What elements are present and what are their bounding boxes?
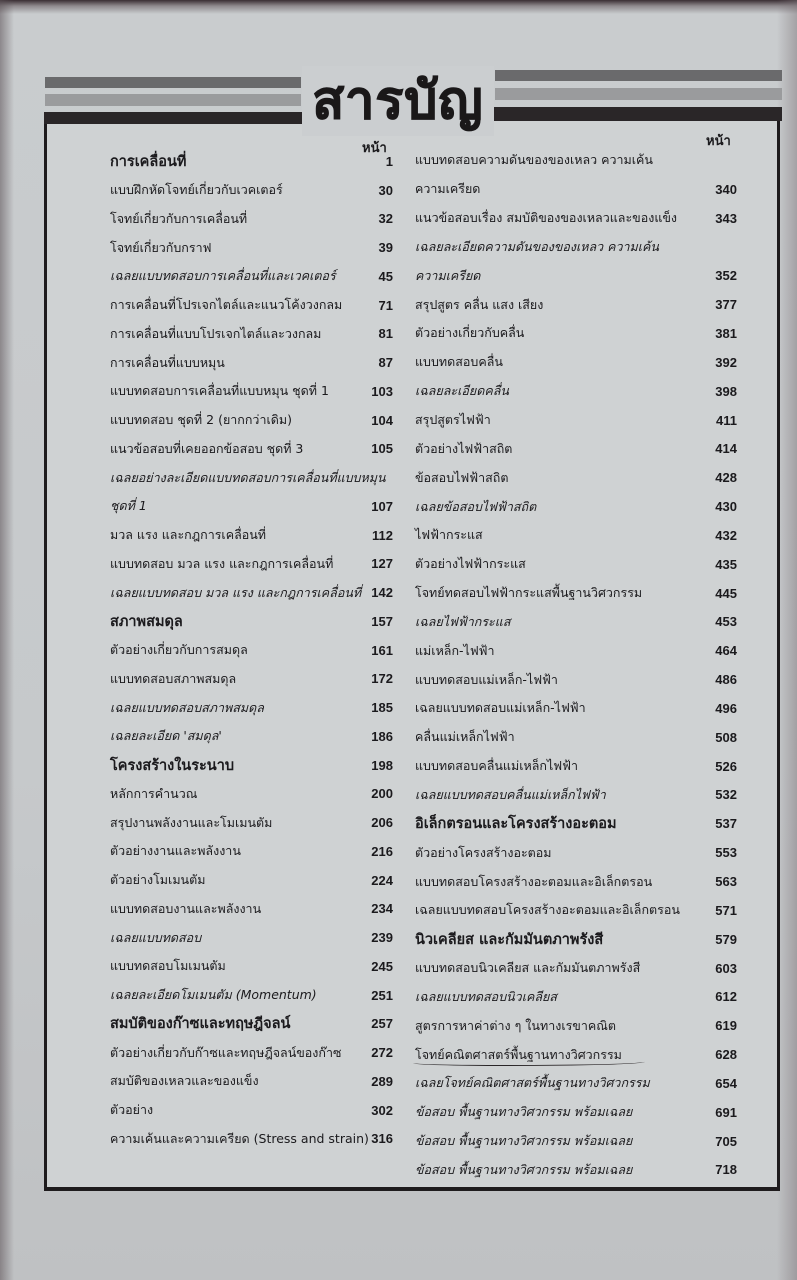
toc-entry-page-number: 186 bbox=[371, 728, 393, 744]
toc-entry-page-number: 71 bbox=[378, 297, 393, 313]
toc-entry-page-number: 654 bbox=[715, 1075, 737, 1091]
toc-entry bbox=[110, 866, 393, 895]
toc-entry bbox=[415, 463, 737, 492]
toc-entry bbox=[415, 377, 737, 406]
toc-entry bbox=[110, 837, 393, 866]
toc-entry-page-number: 486 bbox=[715, 672, 737, 688]
header-stripe-right-3 bbox=[494, 107, 782, 121]
toc-entry-page-number: 161 bbox=[371, 642, 393, 658]
right-page-header: หน้า bbox=[706, 134, 731, 149]
toc-entry-title: ข้อสอบ พื้นฐานทางวิศวกรรม พร้อมเฉลย bbox=[415, 1104, 633, 1120]
toc-entry bbox=[415, 1098, 737, 1127]
toc-entry-title: เฉลยแบบทดสอบนิวเคลียส bbox=[415, 988, 557, 1004]
paper-edge-left bbox=[0, 0, 14, 1280]
toc-entry bbox=[415, 550, 737, 579]
toc-entry-title: การเคลื่อนที่ bbox=[110, 153, 187, 170]
toc-entry-title: การเคลื่อนที่แบบโปรเจกไตล์และวงกลม bbox=[110, 325, 322, 341]
header-stripe-right-2 bbox=[495, 88, 782, 100]
toc-entry-title: ตัวอย่างไฟฟ้ากระแส bbox=[415, 556, 526, 572]
toc-entry bbox=[110, 377, 393, 406]
toc-entry-page-number: 453 bbox=[715, 614, 737, 630]
toc-entry-page-number: 112 bbox=[372, 527, 393, 543]
toc-entry bbox=[415, 579, 737, 608]
toc-entry-title: อิเล็กตรอนและโครงสร้างอะตอม bbox=[415, 816, 617, 833]
toc-entry-title: แบบทดสอบ มวล แรง และกฎการเคลื่อนที่ bbox=[110, 555, 334, 571]
toc-entry bbox=[415, 233, 737, 262]
toc-entry-page-number: 705 bbox=[715, 1133, 737, 1149]
toc-entry-page-number: 200 bbox=[371, 786, 393, 802]
toc-entry-page-number: 198 bbox=[371, 757, 393, 773]
toc-entry-page-number: 411 bbox=[716, 412, 737, 428]
toc-entry-title: หลักการคำนวณ bbox=[110, 785, 198, 801]
toc-entry-title: แบบทดสอบโมเมนตัม bbox=[110, 958, 226, 974]
toc-entry-page-number: 272 bbox=[371, 1045, 393, 1061]
toc-entry bbox=[110, 895, 393, 924]
toc-entry-title: เฉลยข้อสอบไฟฟ้าสถิต bbox=[415, 498, 537, 514]
toc-entry-title: เฉลยแบบทดสอบสภาพสมดุล bbox=[110, 699, 264, 715]
toc-entry-title: แบบทดสอบสภาพสมดุล bbox=[110, 670, 237, 686]
toc-entry-title: แนวข้อสอบที่เคยออกข้อสอบ ชุดที่ 3 bbox=[110, 440, 304, 456]
handwritten-underline bbox=[413, 1059, 645, 1066]
toc-entry-title: สภาพสมดุล bbox=[110, 613, 183, 630]
toc-entry-title: ไฟฟ้ากระแส bbox=[415, 527, 483, 543]
toc-entry bbox=[415, 954, 737, 983]
toc-entry-page-number: 414 bbox=[715, 441, 737, 457]
toc-entry-page-number: 579 bbox=[715, 931, 737, 947]
toc-entry-title: แนวข้อสอบเรื่อง สมบัติของของเหลวและของแข็ง bbox=[415, 210, 678, 226]
toc-entry bbox=[110, 406, 393, 435]
toc-entry-title: แบบทดสอบแม่เหล็ก-ไฟฟ้า bbox=[415, 671, 558, 687]
toc-entry-title: เฉลยไฟฟ้ากระแส bbox=[415, 613, 511, 629]
toc-entry-page-number: 526 bbox=[715, 758, 737, 774]
toc-entry-page-number: 257 bbox=[371, 1016, 393, 1032]
toc-entry-title: สมบัติของเหลวและของแข็ง bbox=[110, 1073, 259, 1089]
toc-entry bbox=[415, 348, 737, 377]
toc-entry-title: โจทย์เกี่ยวกับกราฟ bbox=[110, 239, 212, 255]
toc-entry-title: สรุปสูตรไฟฟ้า bbox=[415, 412, 491, 428]
toc-entry-page-number: 81 bbox=[378, 326, 393, 342]
header-stripe-left-1 bbox=[45, 77, 301, 88]
toc-entry bbox=[110, 348, 393, 377]
toc-entry bbox=[415, 204, 737, 233]
toc-entry bbox=[415, 1069, 737, 1098]
toc-entry-title: เฉลยแบบทดสอบการเคลื่อนที่และเวคเตอร์ bbox=[110, 268, 336, 284]
toc-entry-page-number: 428 bbox=[715, 470, 737, 486]
toc-entry-title: ตัวอย่างเกี่ยวกับก๊าซและทฤษฎีจลน์ของก๊าซ bbox=[110, 1044, 342, 1060]
toc-entry-title: โจทย์เกี่ยวกับการเคลื่อนที่ bbox=[110, 210, 248, 226]
toc-entry-title: สรุปงานพลังงานและโมเมนตัม bbox=[110, 814, 273, 830]
toc-entry bbox=[110, 205, 393, 234]
toc-entry bbox=[110, 578, 393, 607]
toc-entry-page-number: 603 bbox=[715, 960, 737, 976]
toc-entry bbox=[110, 1067, 393, 1096]
toc-entry-page-number: 107 bbox=[371, 498, 393, 514]
toc-entry-page-number: 563 bbox=[715, 874, 737, 890]
toc-right-column bbox=[415, 146, 737, 1184]
header-stripe-right-1 bbox=[495, 70, 782, 81]
toc-entry-title: ข้อสอบ พื้นฐานทางวิศวกรรม พร้อมเฉลย bbox=[415, 1133, 633, 1149]
toc-entry-title: แบบทดสอบ ชุดที่ 2 (ยากกว่าเดิม) bbox=[110, 412, 292, 428]
toc-entry-title: แบบทดสอบความดันของของเหลว ความเค้น bbox=[415, 152, 653, 168]
toc-entry-title: ตัวอย่าง bbox=[110, 1102, 154, 1118]
toc-entry-page-number: 628 bbox=[715, 1047, 737, 1063]
toc-entry-page-number: 316 bbox=[371, 1131, 393, 1147]
toc-entry bbox=[110, 463, 393, 492]
toc-entry-title: ตัวอย่างโครงสร้างอะตอม bbox=[415, 844, 552, 860]
toc-entry-title: โครงสร้างในระนาบ bbox=[110, 757, 235, 774]
toc-entry bbox=[415, 694, 737, 723]
toc-entry-page-number: 172 bbox=[371, 671, 393, 687]
toc-entry bbox=[110, 1125, 393, 1154]
toc-entry-page-number: 1 bbox=[385, 153, 393, 169]
toc-entry bbox=[415, 723, 737, 752]
toc-entry-title: เฉลยละเอียดความดันของของเหลว ความเค้น bbox=[415, 238, 659, 254]
toc-entry-page-number: 508 bbox=[715, 729, 737, 745]
toc-entry-title: ข้อสอบไฟฟ้าสถิต bbox=[415, 469, 509, 485]
toc-entry-title: ชุดที่ 1 bbox=[110, 498, 147, 514]
toc-entry-page-number: 289 bbox=[371, 1073, 393, 1089]
toc-entry-page-number: 496 bbox=[715, 700, 737, 716]
toc-entry-page-number: 381 bbox=[715, 325, 737, 341]
toc-entry-title: ตัวอย่างไฟฟ้าสถิต bbox=[415, 440, 513, 456]
toc-entry-page-number: 185 bbox=[371, 700, 393, 716]
toc-entry bbox=[415, 665, 737, 694]
toc-entry-page-number: 104 bbox=[371, 412, 393, 428]
toc-entry-page-number: 343 bbox=[715, 210, 737, 226]
toc-entry-title: การเคลื่อนที่โปรเจกไตล์และแนวโค้งวงกลม bbox=[110, 297, 343, 313]
toc-entry bbox=[415, 838, 737, 867]
toc-entry bbox=[110, 1010, 393, 1039]
toc-entry-page-number: 430 bbox=[715, 499, 737, 515]
toc-entry-title: สมบัติของก๊าซและทฤษฎีจลน์ bbox=[110, 1016, 291, 1033]
toc-entry-page-number: 571 bbox=[715, 902, 737, 918]
toc-entry-title: แบบทดสอบการเคลื่อนที่แบบหมุน ชุดที่ 1 bbox=[110, 383, 329, 399]
toc-entry bbox=[415, 781, 737, 810]
toc-entry-title: เฉลยโจทย์คณิตศาสตร์พื้นฐานทางวิศวกรรม bbox=[415, 1075, 650, 1091]
toc-entry-title: แบบทดสอบนิวเคลียส และกัมมันตภาพรังสี bbox=[415, 960, 641, 976]
toc-entry bbox=[110, 780, 393, 809]
toc-entry-title: คลื่นแม่เหล็กไฟฟ้า bbox=[415, 729, 515, 745]
toc-entry-page-number: 691 bbox=[715, 1104, 737, 1120]
toc-entry-page-number: 45 bbox=[378, 268, 393, 284]
toc-entry bbox=[110, 665, 393, 694]
toc-entry-title: โจทย์ทดสอบไฟฟ้ากระแสพื้นฐานวิศวกรรม bbox=[415, 585, 643, 601]
toc-entry-page-number: 105 bbox=[371, 441, 393, 457]
toc-entry-page-number: 392 bbox=[715, 354, 737, 370]
toc-entry bbox=[110, 320, 393, 349]
toc-entry bbox=[415, 1040, 737, 1069]
toc-entry-title: โจทย์คณิตศาสตร์พื้นฐานทางวิศวกรรม bbox=[415, 1046, 622, 1062]
toc-entry bbox=[415, 896, 737, 925]
toc-entry-title: เฉลยละเอียดโมเมนตัม (Momentum) bbox=[110, 987, 317, 1003]
paper-edge-right bbox=[777, 0, 797, 1280]
toc-entry-page-number: 142 bbox=[371, 585, 393, 601]
toc-entry-page-number: 537 bbox=[715, 816, 737, 832]
toc-entry bbox=[110, 952, 393, 981]
toc-entry bbox=[110, 262, 393, 291]
toc-entry-title: นิวเคลียส และกัมมันตภาพรังสี bbox=[415, 931, 604, 948]
toc-entry bbox=[415, 434, 737, 463]
toc-entry bbox=[415, 319, 737, 348]
toc-entry bbox=[110, 233, 393, 262]
toc-entry bbox=[415, 406, 737, 435]
left-page-header: หน้า bbox=[362, 141, 387, 156]
toc-entry bbox=[415, 982, 737, 1011]
toc-entry-page-number: 532 bbox=[715, 787, 737, 803]
toc-entry-title: ตัวอย่างเกี่ยวกับคลื่น bbox=[415, 325, 525, 341]
toc-left-column bbox=[110, 147, 393, 1153]
toc-entry-title: ตัวอย่างเกี่ยวกับการสมดุล bbox=[110, 642, 248, 658]
toc-entry bbox=[110, 722, 393, 751]
toc-entry bbox=[110, 435, 393, 464]
toc-entry-title: ความเค้นและความเครียด (Stress and strain) bbox=[110, 1130, 369, 1146]
toc-entry-page-number: 87 bbox=[378, 355, 393, 371]
toc-entry-title: เฉลยละเอียด 'สมดุล' bbox=[110, 728, 222, 744]
toc-entry bbox=[110, 981, 393, 1010]
toc-entry bbox=[415, 809, 737, 838]
toc-entry-page-number: 30 bbox=[378, 182, 393, 198]
toc-entry-title: เฉลยแบบทดสอบโครงสร้างอะตอมและอิเล็กตรอน bbox=[415, 902, 680, 918]
toc-entry bbox=[415, 925, 737, 954]
toc-entry-page-number: 464 bbox=[715, 643, 737, 659]
toc-entry-title: เฉลยแบบทดสอบ มวล แรง และกฎการเคลื่อนที่ bbox=[110, 584, 362, 600]
header-stripe-left-2 bbox=[45, 94, 301, 106]
toc-entry-page-number: 432 bbox=[715, 527, 737, 543]
toc-entry-title: เฉลยอย่างละเอียดแบบทดสอบการเคลื่อนที่แบบหมุน bbox=[110, 469, 386, 485]
toc-entry bbox=[415, 1156, 737, 1185]
toc-entry-title: แบบทดสอบโครงสร้างอะตอมและอิเล็กตรอน bbox=[415, 873, 653, 889]
toc-entry-page-number: 32 bbox=[378, 211, 393, 227]
toc-entry-title: เฉลยแบบทดสอบแม่เหล็ก-ไฟฟ้า bbox=[415, 700, 586, 716]
toc-entry-title: แบบทดสอบงานและพลังงาน bbox=[110, 900, 262, 916]
toc-entry-title: สูตรการหาค่าต่าง ๆ ในทางเรขาคณิต bbox=[415, 1017, 616, 1033]
toc-entry-page-number: 619 bbox=[715, 1018, 737, 1034]
toc-entry bbox=[110, 607, 393, 636]
toc-entry-page-number: 239 bbox=[371, 930, 393, 946]
toc-entry-page-number: 435 bbox=[715, 556, 737, 572]
toc-entry bbox=[415, 1127, 737, 1156]
toc-entry-title: แม่เหล็ก-ไฟฟ้า bbox=[415, 642, 495, 658]
toc-entry bbox=[415, 1011, 737, 1040]
toc-entry-page-number: 103 bbox=[371, 383, 393, 399]
toc-entry-title: เฉลยแบบทดสอบ bbox=[110, 929, 202, 945]
page-title: สารบัญ bbox=[302, 66, 494, 136]
toc-entry bbox=[110, 693, 393, 722]
toc-entry bbox=[110, 147, 393, 176]
toc-entry-page-number: 340 bbox=[715, 181, 737, 197]
toc-entry-page-number: 553 bbox=[715, 845, 737, 861]
toc-entry-title: ตัวอย่างงานและพลังงาน bbox=[110, 843, 241, 859]
toc-entry-title: ตัวอย่างโมเมนตัม bbox=[110, 872, 206, 888]
toc-entry bbox=[110, 751, 393, 780]
toc-entry-page-number: 612 bbox=[715, 989, 737, 1005]
toc-entry bbox=[415, 492, 737, 521]
toc-entry-page-number: 718 bbox=[715, 1162, 737, 1178]
toc-entry bbox=[110, 291, 393, 320]
toc-entry bbox=[415, 521, 737, 550]
toc-entry bbox=[110, 1038, 393, 1067]
toc-entry bbox=[110, 550, 393, 579]
toc-entry-page-number: 127 bbox=[371, 556, 393, 572]
toc-entry-title: การเคลื่อนที่แบบหมุน bbox=[110, 354, 225, 370]
toc-entry-title: ความเครียด bbox=[415, 181, 481, 197]
toc-entry-title: ข้อสอบ พื้นฐานทางวิศวกรรม พร้อมเฉลย bbox=[415, 1161, 633, 1177]
toc-entry-page-number: 216 bbox=[371, 843, 393, 859]
toc-entry bbox=[415, 608, 737, 637]
toc-entry-page-number: 206 bbox=[371, 815, 393, 831]
toc-entry-page-number: 398 bbox=[715, 383, 737, 399]
toc-entry-page-number: 234 bbox=[371, 901, 393, 917]
toc-entry-title: สรุปสูตร คลื่น แสง เสียง bbox=[415, 296, 544, 312]
toc-entry bbox=[415, 290, 737, 319]
toc-entry-title: แบบฝึกหัดโจทย์เกี่ยวกับเวคเตอร์ bbox=[110, 182, 283, 198]
toc-entry-page-number: 352 bbox=[715, 268, 737, 284]
toc-entry bbox=[415, 752, 737, 781]
toc-entry bbox=[110, 923, 393, 952]
toc-entry-title: เฉลยละเอียดคลื่น bbox=[415, 383, 509, 399]
toc-entry bbox=[415, 146, 737, 175]
toc-entry bbox=[110, 1096, 393, 1125]
toc-entry-title: ความเครียด bbox=[415, 267, 481, 283]
toc-entry bbox=[415, 636, 737, 665]
toc-entry bbox=[415, 261, 737, 290]
toc-entry bbox=[110, 521, 393, 550]
toc-entry-page-number: 157 bbox=[371, 613, 393, 629]
toc-entry bbox=[110, 492, 393, 521]
toc-entry-title: แบบทดสอบคลื่น bbox=[415, 354, 503, 370]
toc-entry-page-number: 377 bbox=[715, 297, 737, 313]
toc-entry bbox=[110, 636, 393, 665]
toc-entry-page-number: 224 bbox=[371, 872, 393, 888]
toc-entry-page-number: 39 bbox=[378, 240, 393, 256]
toc-entry bbox=[110, 808, 393, 837]
toc-entry-title: มวล แรง และกฎการเคลื่อนที่ bbox=[110, 527, 267, 543]
toc-entry bbox=[415, 867, 737, 896]
header-stripe-left-3 bbox=[44, 112, 302, 124]
toc-entry-page-number: 445 bbox=[715, 585, 737, 601]
toc-entry-page-number: 251 bbox=[371, 987, 393, 1003]
toc-entry-page-number: 302 bbox=[371, 1102, 393, 1118]
toc-entry-title: แบบทดสอบคลื่นแม่เหล็กไฟฟ้า bbox=[415, 758, 578, 774]
toc-entry bbox=[110, 176, 393, 205]
toc-entry-title: เฉลยแบบทดสอบคลื่นแม่เหล็กไฟฟ้า bbox=[415, 786, 606, 802]
toc-entry bbox=[415, 175, 737, 204]
toc-entry-page-number: 245 bbox=[371, 958, 393, 974]
